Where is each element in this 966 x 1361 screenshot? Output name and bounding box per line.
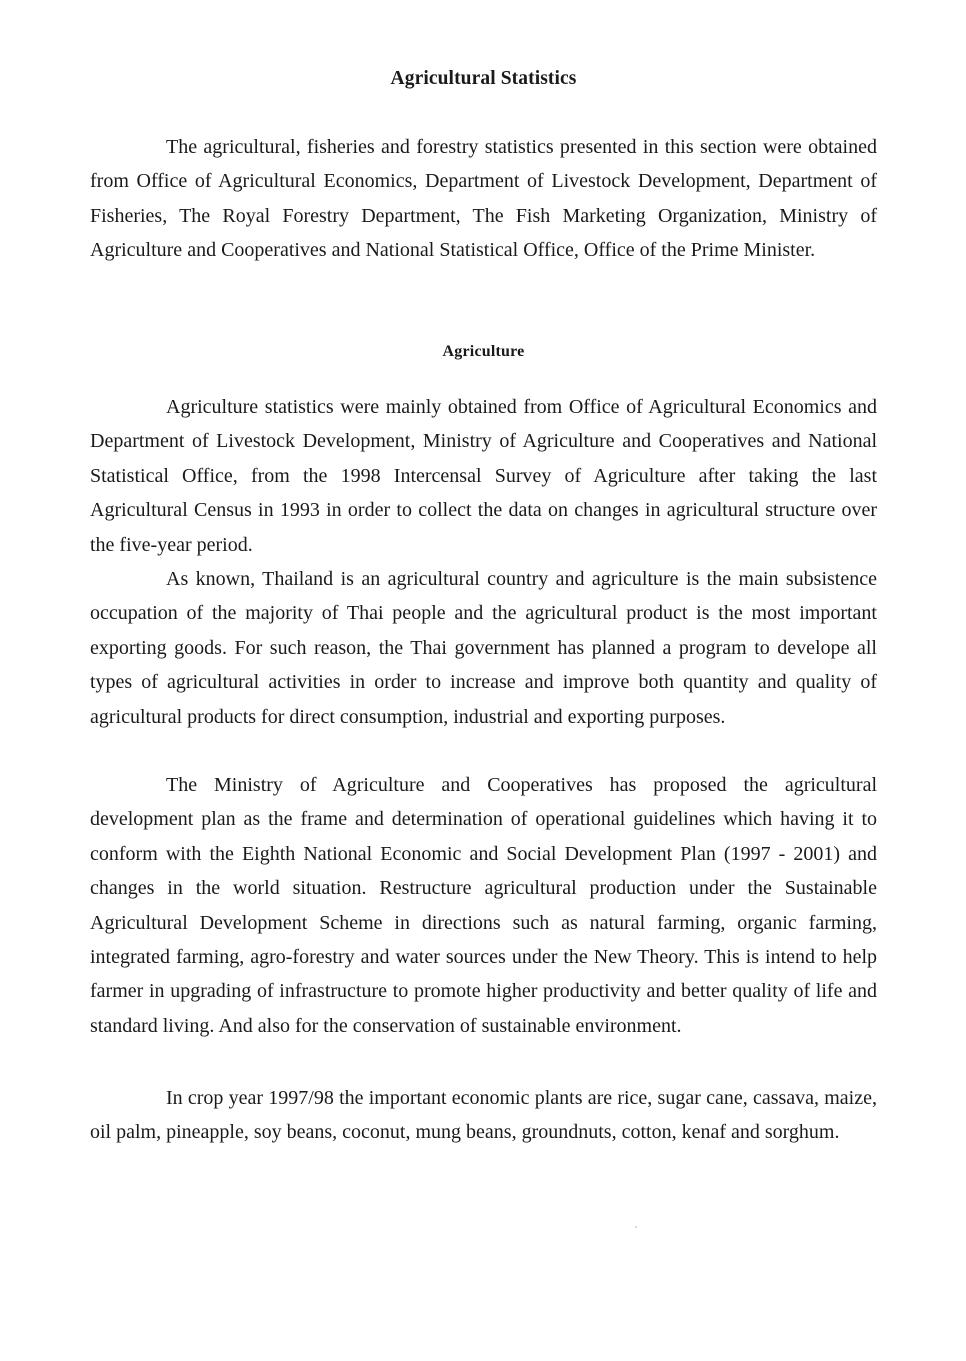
section-paragraph-3: The Ministry of Agriculture and Cooperatives has proposed the agricultural development plan as the frame and determination of operational guidelines which having it to conform with the Eighth National Economic and Social Development Plan (1997 - 2001) and changes in the world situation. Restructure agricultural production under the Sustainable Agricultural Development Scheme in directions such as natural farming, organic farming, integrated farming, agro-forestry and water sources under the New Theory. This is intend to help farmer in upgrading of infrastructure to promote higher productivity and better quality of life and standard living. And also for the conservation of sustainable environment. [90,774,877,1037]
section-paragraph-4: In crop year 1997/98 the important economic plants are rice, sugar cane, cassava, maize, oil palm, pineapple, soy beans, coconut, mung beans, groundnuts, cotton, kenaf and sorghum. [90,1087,877,1144]
scan-speck [635,1226,637,1228]
intro-paragraph: The agricultural, fisheries and forestry statistics presented in this section were obtained from Office of Agricultural Economics, Department of Livestock Development, Department of Fisheries, The Royal Forestry Department, The Fish Marketing Organization, Ministry of Agriculture and Cooperatives and National Statistical Office, Office of the Prime Minister. [90,136,877,262]
section-paragraph-2: As known, Thailand is an agricultural country and agriculture is the main subsistence occupation of the majority of Thai people and the agricultural product is the most important exporting goods. For such reason, the Thai government has planned a program to develope all types of agricultural activities in order to increase and improve both quantity and quality of agricultural products for direct consumption, industrial and exporting purposes. [90,568,877,728]
section-paragraph-1: Agriculture statistics were mainly obtained from Office of Agricultural Economics and Department of Livestock Development, Ministry of Agriculture and Cooperatives and National Statistical Office, from the 1998 Intercensal Survey of Agriculture after taking the last Agricultural Census in 1993 in order to collect the data on changes in agricultural structure over the five-year period. [90,396,877,556]
section-heading: Agriculture [442,343,525,360]
document-title: Agricultural Statistics [390,68,577,89]
